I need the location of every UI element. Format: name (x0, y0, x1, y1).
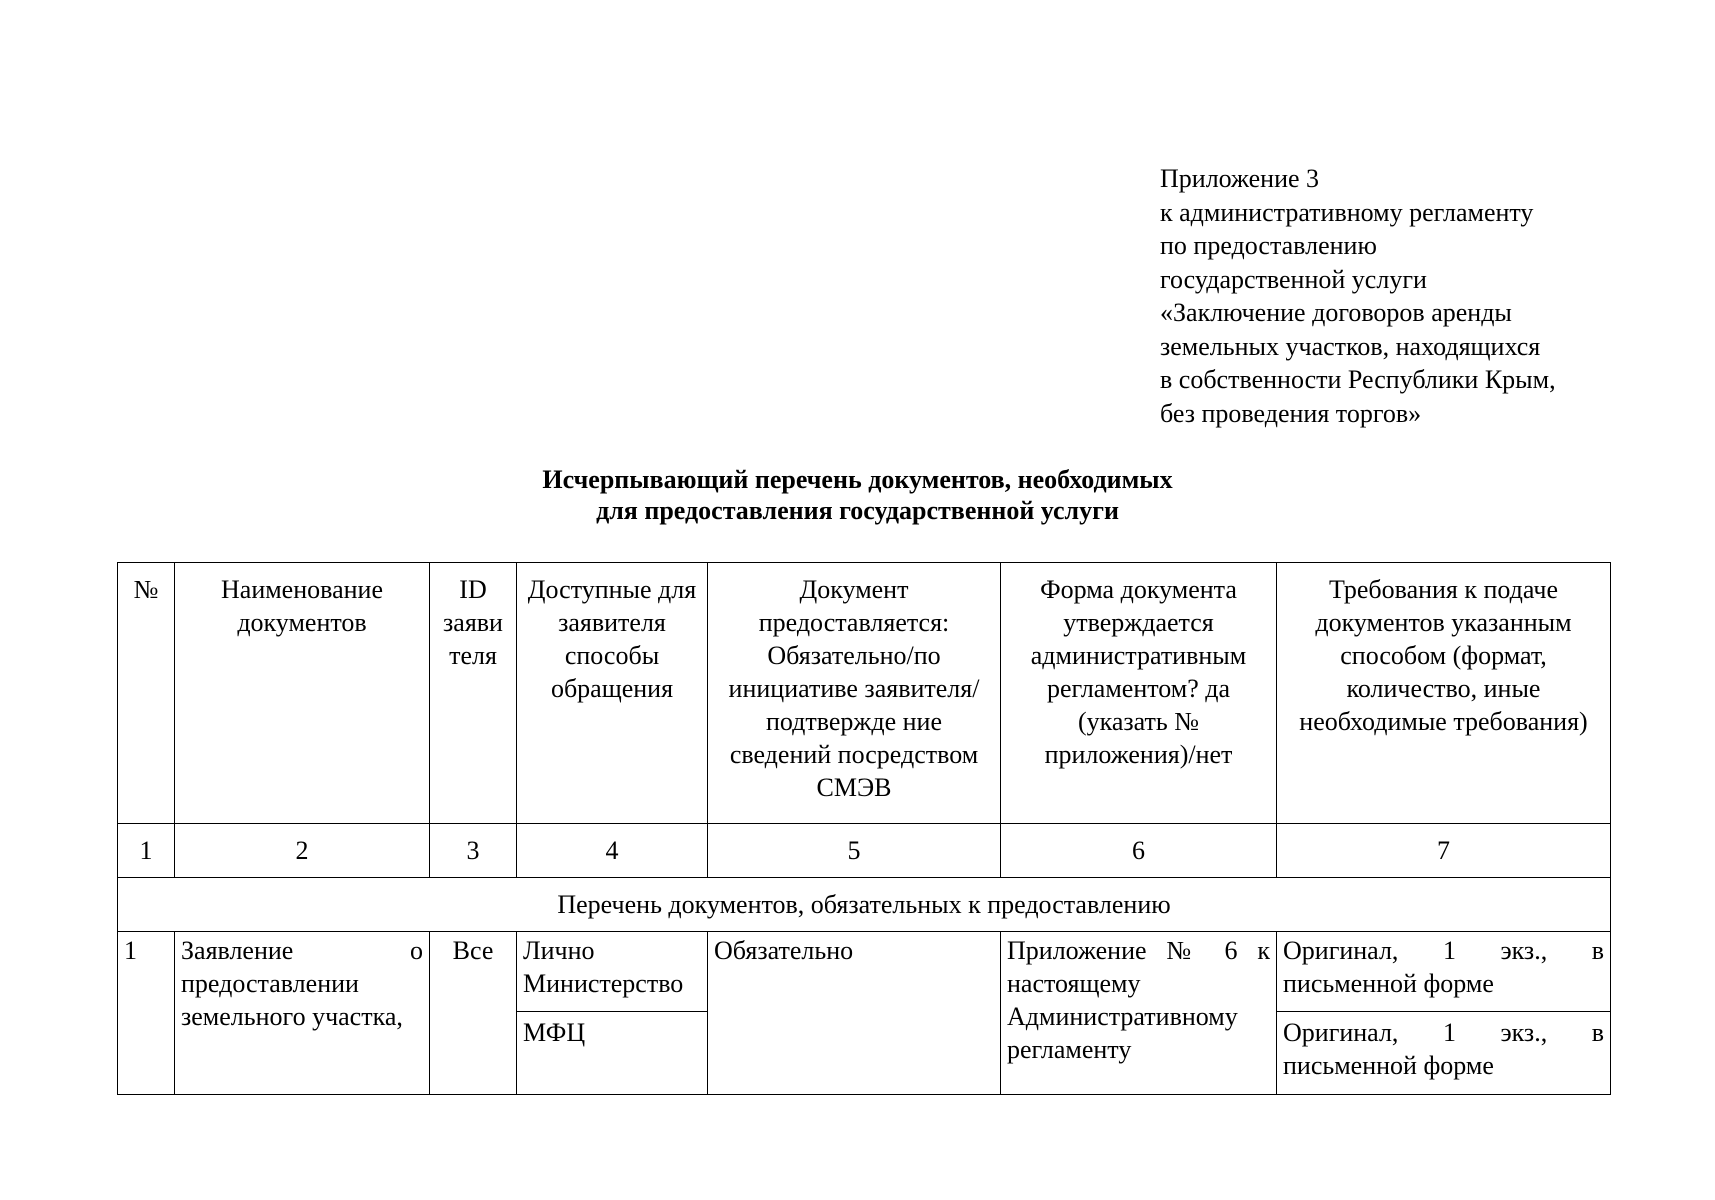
column-number-cell: 6 (1001, 824, 1277, 878)
appendix-line: «Заключение договоров аренды (1160, 298, 1512, 327)
section-row (118, 878, 1611, 932)
document-name-cell: Заявление о предоставлении земельного участка, (175, 932, 430, 1095)
appendix-line: государственной услуги (1160, 264, 1427, 294)
column-number-cell: 2 (175, 824, 430, 878)
document-title-line-1: Исчерпывающий перечень документов, необходимых (542, 465, 1173, 494)
header-cell-number: № (118, 563, 175, 824)
document-title (0, 464, 1715, 526)
appendix-block (1160, 162, 1680, 430)
appendix-line: без проведения торгов» (1160, 398, 1422, 428)
appendix-line: по предоставлению (1160, 231, 1377, 260)
applicant-id-cell: Все (430, 932, 517, 1095)
method-cell-mfc: МФЦ (517, 1012, 708, 1095)
header-cell-applicant-id: ID заяви теля (430, 563, 517, 824)
column-number-cell: 4 (517, 824, 708, 878)
table-row (118, 932, 1611, 1012)
appendix-line: земельных участков, находящихся (1160, 331, 1541, 361)
row-number-cell: 1 (118, 932, 175, 1095)
column-number-cell: 1 (118, 824, 175, 878)
column-number-cell: 3 (430, 824, 517, 878)
header-cell-name: Наименование документов (175, 563, 430, 824)
requirements-cell-in-person: Оригинал, 1 экз., в письменной форме (1277, 932, 1611, 1012)
column-number-row (118, 824, 1611, 878)
form-cell: Приложение № 6 к настоящему Административному регламенту (1001, 932, 1277, 1095)
column-number-cell: 5 (708, 824, 1001, 878)
method-cell-in-person: Лично Министерство (517, 932, 708, 1012)
header-cell-provision: Документ предоставляется: Обязательно/по инициативе заявителя/подтвержде ние сведений посредством СМЭВ (708, 563, 1001, 824)
provision-cell: Обязательно (708, 932, 1001, 1095)
document-title-line-2: для предоставления государственной услуги (596, 496, 1119, 525)
column-number-cell: 7 (1277, 824, 1611, 878)
documents-table (117, 562, 1611, 1095)
requirements-cell-mfc: Оригинал, 1 экз., в письменной форме (1277, 1012, 1611, 1095)
section-title: Перечень документов, обязательных к предоставлению (118, 878, 1611, 932)
header-cell-requirements: Требования к подаче документов указанным способом (формат, количество, иные необходимые требования) (1277, 563, 1611, 824)
table-header-row (118, 563, 1611, 824)
appendix-line: в собственности Республики Крым, (1160, 365, 1556, 394)
header-cell-form: Форма документа утверждается административным регламентом? да (указать № приложения)/нет (1001, 563, 1277, 824)
appendix-line: Приложение 3 (1160, 164, 1320, 193)
appendix-line: к административному регламенту (1160, 197, 1534, 227)
header-cell-methods: Доступные для заявителя способы обращения (517, 563, 708, 824)
